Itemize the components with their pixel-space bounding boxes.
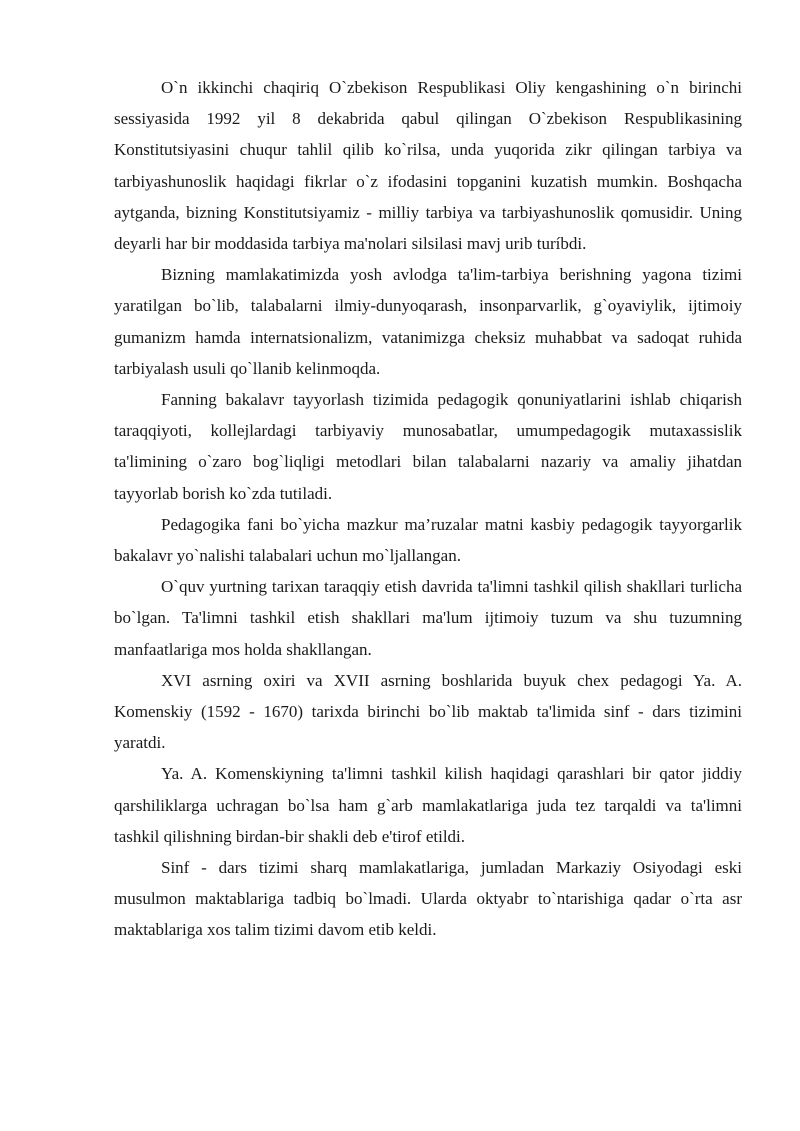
document-page	[114, 72, 742, 946]
paragraph-education-system: Bizning mamlakatimizda yosh avlodga ta'lim-tarbiya berishning yagona tizimi yaratilgan bo`lib, talabalarni ilmiy-dunyoqarash, insonparvarlik, g`oyaviylik, ijtimoiy gumanizm hamda internatsionalizm, vatanimizga cheksiz muhabbat va sadoqat ruhida tarbiyalash usuli qo`llanib kelinmoqda.	[114, 265, 742, 378]
paragraph-komensky-views: Ya. A. Komenskiyning ta'limni tashkil kilish haqidagi qarashlari bir qator jiddiy qarshiliklarga uchragan bo`lsa ham g`arb mamlakatlariga juda tez tarqaldi va ta'limni tashkil qilishning birdan-bir shakli deb e'tirof etildi.	[114, 764, 742, 846]
paragraph-komensky: XVI asrning oxiri va XVII asrning boshlarida buyuk chex pedagogi Ya. A. Komenskiy (1592 - 1670) tarixda birinchi bo`lib maktab ta'limida sinf - dars tizimini yaratdi.	[114, 670, 742, 753]
paragraph-lecture-text: Pedagogika fani bo`yicha mazkur ma’ruzalar matni kasbiy pedagogik tayyorgarlik bakalavr yo`nalishi talabalari uchun mo`ljallangan.	[114, 514, 742, 566]
paragraph-constitution: O`n ikkinchi chaqiriq O`zbekison Respublikasi Oliy kengashining o`n birinchi sessiyasida 1992 yil 8 dekabrida qabul qilingan O`zbekison Respublikasining Konstitutsiyasini chuqur tahlil qilib ko`rilsa, unda yuqorida zikr qilingan tarbiya va tarbiyashunoslik haqidagi fikrlar o`z ifodasini topganini kuzatish mumkin. Boshqacha aytganda, bizning Konstitutsiyamiz - milliy tarbiya va tarbiyashunoslik qomusidir. Uning deyarli har bir moddasida tarbiya ma'nolari silsilasi mavj urib turíbdi.	[114, 78, 742, 254]
paragraph-class-lesson-east: Sinf - dars tizimi sharq mamlakatlariga, jumladan Markaziy Osiyodagi eski musulmon maktablariga tadbiq bo`lmadi. Ularda oktyabr to`ntarishiga qadar o`rta asr maktablariga xos talim tizimi davom etib keldi.	[114, 858, 742, 940]
paragraph-forms-of-teaching: O`quv yurtning tarixan taraqqiy etish davrida ta'limni tashkil qilish shakllari turlicha bo`lgan. Ta'limni tashkil etish shakllari ma'lum ijtimoiy tuzum va shu tuzumning manfaatlariga mos holda shakllangan.	[114, 577, 742, 659]
paragraph-bachelor-training: Fanning bakalavr tayyorlash tizimida pedagogik qonuniyatlarini ishlab chiqarish taraqqiyoti, kollejlardagi tarbiyaviy munosabatlar, umumpedagogik mutaxassislik ta'limining o`zaro bog`liqligi metodlari bilan talabalarni nazariy va amaliy jihatdan tayyorlab borish ko`zda tutiladi.	[114, 390, 742, 503]
